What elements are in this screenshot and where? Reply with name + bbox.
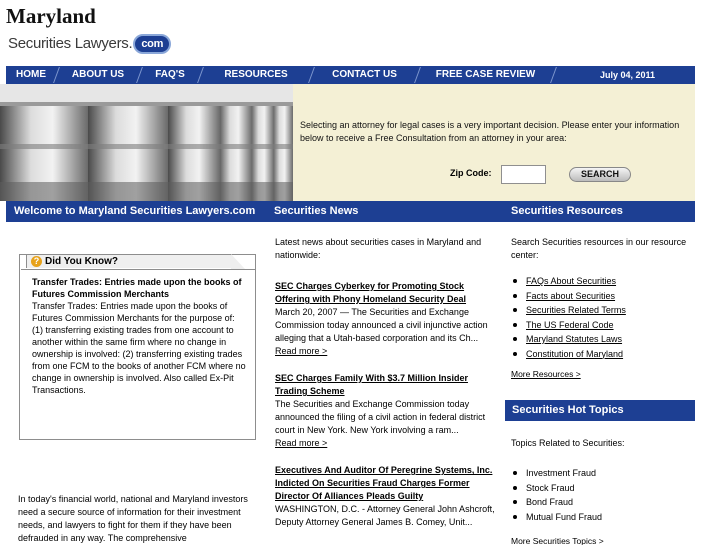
nav-free-case-review[interactable]: FREE CASE REVIEW xyxy=(435,69,536,80)
resources-column xyxy=(511,236,695,381)
resource-link-facts[interactable]: Facts about Securities xyxy=(526,290,616,301)
term-definition: Transfer Trades: Entries made upon the books of Futures Commission Merchants for the purpose of: (1) transferring existing trades from one account to another within the same firm where no change in ownership is involved: (2) transferring existing trades from one FCM to the books of another FCM where no change in ownership is involved. Also called Ex-Pit Transactions. xyxy=(32,301,246,395)
hot-topics-list xyxy=(511,466,695,524)
question-icon: ? xyxy=(31,256,42,267)
resource-link-federal-code[interactable]: The US Federal Code xyxy=(526,319,614,330)
news-intro: Latest news about securities cases in Maryland and nationwide: xyxy=(275,237,482,260)
nav-about-us[interactable]: ABOUT US xyxy=(71,69,125,80)
nav-home[interactable]: HOME xyxy=(16,69,46,80)
news-item xyxy=(275,280,497,358)
list-item: Bond Fraud xyxy=(511,495,695,510)
read-more-link[interactable]: Read more > xyxy=(275,438,328,448)
main-nav xyxy=(6,66,695,84)
list-item: Stock Fraud xyxy=(511,481,695,496)
resource-link-constitution[interactable]: Constitution of Maryland xyxy=(526,348,624,359)
resources-list xyxy=(511,274,695,361)
resource-link-faqs[interactable]: FAQs About Securities xyxy=(526,276,617,286)
list-item xyxy=(511,274,695,289)
did-you-know-tab xyxy=(26,254,232,268)
more-topics-link[interactable]: More Securities Topics > xyxy=(511,536,604,545)
zip-code-label: Zip Code: xyxy=(450,168,492,178)
resource-link-statutes[interactable]: Maryland Statutes Laws xyxy=(526,334,623,344)
resource-link-terms[interactable]: Securities Related Terms xyxy=(526,305,626,315)
list-item xyxy=(511,347,695,362)
logo-subtitle xyxy=(8,34,171,54)
logo-title: Maryland xyxy=(6,4,96,28)
hot-topics-intro: Topics Related to Securities: xyxy=(511,438,625,448)
welcome-heading: Welcome to Maryland Securities Lawyers.com xyxy=(6,201,266,222)
current-date: July 04, 2011 xyxy=(599,70,655,80)
did-you-know-heading: Did You Know? xyxy=(45,256,118,267)
nav-faqs[interactable]: FAQ'S xyxy=(155,69,185,80)
columns-image xyxy=(0,84,293,201)
site-logo[interactable] xyxy=(6,4,96,29)
read-more-link[interactable]: Read more > xyxy=(275,346,328,356)
search-button[interactable]: SEARCH xyxy=(569,167,631,182)
news-item xyxy=(275,372,497,450)
news-item xyxy=(275,464,497,529)
list-item xyxy=(511,318,695,333)
news-summary: March 20, 2007 — The Securities and Exchange Commission today announced a civil injunctive action alleging that a Utah-based corporation and its Ch... xyxy=(275,307,488,343)
list-item xyxy=(511,332,695,347)
news-column xyxy=(275,236,497,529)
more-resources-link[interactable]: More Resources > xyxy=(511,369,581,379)
consultation-banner xyxy=(0,84,695,201)
news-summary: The Securities and Exchange Commission today announced the filing of a civil action in federal district court in New York. New York involving a ram... xyxy=(275,399,486,435)
resources-intro: Search Securities resources in our resource center: xyxy=(511,237,687,260)
nav-resources[interactable]: RESOURCES xyxy=(224,69,288,80)
divider xyxy=(21,269,255,270)
list-item: Mutual Fund Fraud xyxy=(511,510,695,525)
list-item: Investment Fraud xyxy=(511,466,695,481)
hot-topics-column xyxy=(511,437,695,545)
consultation-text: Selecting an attorney for legal cases is a very important decision. Please enter your information below to receive a Free Consultation from an attorney in your area: xyxy=(300,120,680,143)
resources-heading: Securities Resources xyxy=(503,201,695,222)
zip-code-input[interactable] xyxy=(501,165,546,184)
term-title: Transfer Trades: Entries made upon the books of Futures Commission Merchants xyxy=(32,277,242,299)
news-summary: WASHINGTON, D.C. - Attorney General John Ashcroft, Deputy Attorney General James B. Comey, Unit... xyxy=(275,504,495,527)
list-item xyxy=(511,289,695,304)
intro-paragraph: In today's financial world, national and Maryland investors need a secure source of information for their investment needs, and lawyers to fight for them if they have been defrauded in any way. The comprehensive xyxy=(18,494,248,543)
hot-topics-heading: Securities Hot Topics xyxy=(505,400,695,421)
news-title-link[interactable]: SEC Charges Family With $3.7 Million Insider Trading Scheme xyxy=(275,373,468,396)
did-you-know-content xyxy=(32,276,247,396)
list-item xyxy=(511,303,695,318)
news-title-link[interactable]: SEC Charges Cyberkey for Promoting Stock Offering with Phony Homeland Security Deal xyxy=(275,281,467,304)
did-you-know-box xyxy=(19,254,256,440)
nav-contact-us[interactable]: CONTACT US xyxy=(332,69,397,80)
news-heading: Securities News xyxy=(266,201,503,222)
logo-com-badge: com xyxy=(133,34,171,54)
news-title-link[interactable]: Executives And Auditor Of Peregrine Systems, Inc. Indicted On Securities Fraud Charges Former Director Of Alliances Pleads Guilty xyxy=(275,465,493,501)
logo-subtitle-text: Securities Lawyers. xyxy=(8,35,133,52)
